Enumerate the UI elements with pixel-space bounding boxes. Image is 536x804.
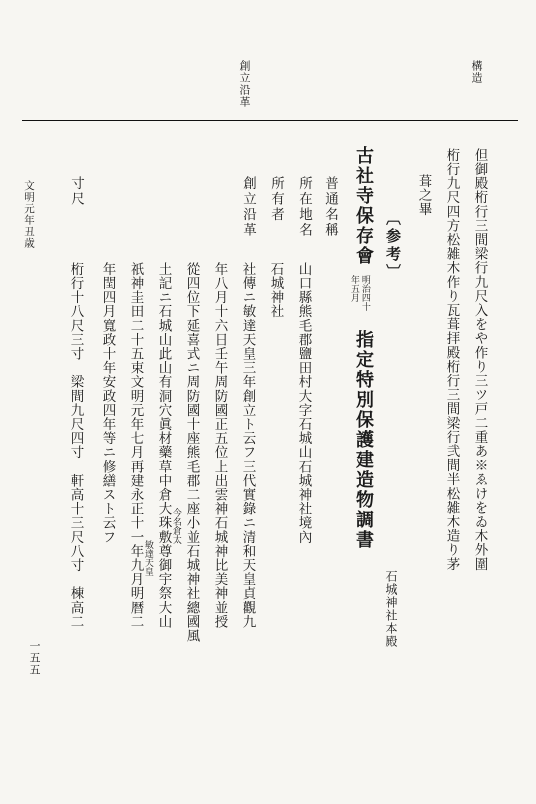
sanko-heading: 〔参考〕 (384, 210, 402, 282)
value-shozai: 山口縣熊毛郡鹽田村大字石城山石城神社境內 (295, 262, 312, 544)
page-number: 一五五 (28, 640, 41, 676)
running-head-kozo: 構造 (470, 60, 483, 84)
history-line-4: 土記ニ石城山此山有洞穴眞材藥草中倉大珠敷尊御宇祭大山 (155, 262, 172, 629)
value-futsu: 石城神社 (267, 262, 284, 319)
history-line-2: 年八月十六日壬午周防國正五位上出雲神石城神比美神並授 (211, 262, 228, 629)
history-note-a: 今名倉太 (170, 508, 181, 544)
kozo-line-2: 桁行九尺四方松雑木作り瓦葺拝殿桁行三間梁行弐間半松雑木造り茅 (443, 148, 460, 571)
history-line-1: 社傳ニ敏達天皇三年創立ト云フ三代實錄ニ清和天皇貞觀九 (239, 262, 256, 629)
history-line-3: 從四位下延喜式ニ周防國十座熊毛郡二座小並石城神社總國風 (183, 262, 200, 643)
running-head-soritsu: 創立沿革 (238, 60, 251, 108)
history-note-b: 敏達天皇 (142, 540, 153, 576)
side-note: 文明元年丑歳 (23, 180, 35, 249)
doc-title-part1: 古社寺保存會 (353, 146, 374, 266)
label-shozai: 所在地名 (296, 176, 312, 238)
header-rule (22, 120, 518, 121)
doc-shrine-name: 石城神社本殿 (384, 570, 398, 648)
label-sunshaku: 寸尺 (68, 176, 84, 207)
doc-title-part2: 指定特別保護建造物調書 (353, 330, 374, 550)
kozo-line-3: 葺之畢 (415, 174, 432, 217)
doc-date-a: 明治四十 (359, 275, 370, 311)
label-soritsu: 創立沿革 (240, 176, 256, 238)
sunshaku-line: 桁行十八尺三寸 梁間九尺四寸 軒高十三尺八寸 棟高二 (67, 262, 84, 629)
history-line-6: 年閏四月寬政十年安政四年等ニ修繕スト云フ (99, 262, 116, 544)
history-line-5: 祇神圭田二十五束文明元年七月再建永正十一年九月明暦二 (127, 262, 144, 629)
label-shoyu: 所有者 (268, 176, 284, 223)
label-futsu: 普通名稱 (322, 176, 338, 238)
kozo-line-1: 但御殿桁行三間梁行九尺入をや作り三ツ戸二重あ※ゑけをゐ木外圍 (471, 148, 488, 571)
doc-date-b: 年五月 (348, 275, 359, 302)
